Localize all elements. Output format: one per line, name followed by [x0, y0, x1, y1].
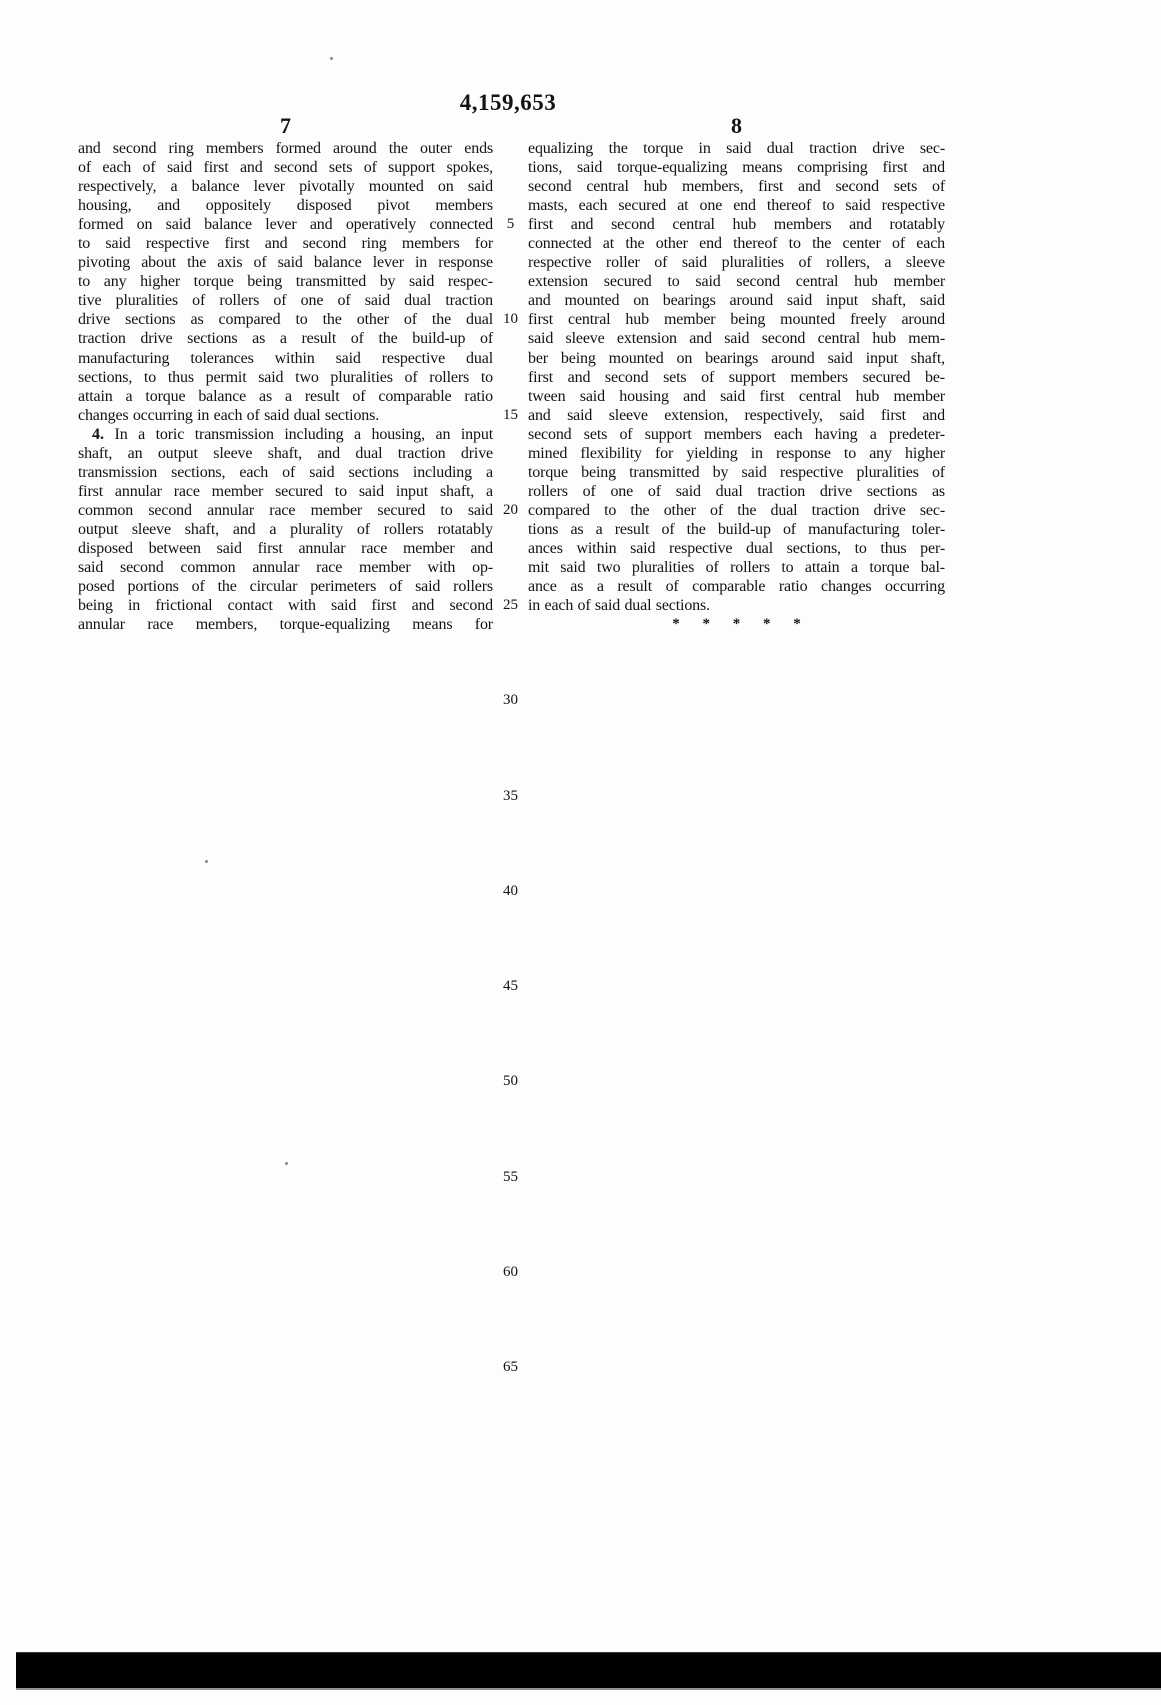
line-number-60: 60 [503, 1263, 518, 1280]
claim-text-line: traction drive sections as a result of the build-up of [78, 330, 493, 348]
line-number-25: 25 [503, 597, 518, 614]
claims-column-left [78, 139, 493, 634]
claim-text-line: first annular race member secured to said input shaft, a [78, 482, 493, 500]
claim-text-line: output sleeve shaft, and a plurality of rollers rotatably [78, 520, 493, 538]
claim-text-line: ber being mounted on bearings around said input shaft, [528, 349, 945, 367]
scan-speck [285, 1162, 288, 1165]
claim-text-line: tween said housing and said first central hub member [528, 387, 945, 405]
claim-text-line: torque being transmitted by said respective pluralities of [528, 463, 945, 481]
claims-end-asterisks: * * * * * [672, 616, 801, 632]
claim-text-line: connected at the other end thereof to the center of each [528, 235, 945, 253]
claim-text-line: equalizing the torque in said dual traction drive sec- [528, 140, 945, 157]
column-number-right: 8 [731, 113, 742, 138]
claim-text-line: changes occurring in each of said dual sections. [78, 406, 380, 424]
line-number-50: 50 [503, 1073, 518, 1090]
scan-speck [330, 57, 333, 60]
claim-text-line: tions as a result of the build-up of manufacturing toler- [528, 520, 945, 538]
claims-column-right [528, 139, 945, 615]
claim-text-line: pivoting about the axis of said balance lever in response [78, 254, 493, 272]
scan-artifact-bottom-bar [16, 1652, 1161, 1688]
claim-text-line: and second ring members formed around the outer ends [78, 140, 493, 157]
claim-text-line: attain a torque balance as a result of comparable ratio [78, 387, 493, 405]
column-number-left: 7 [280, 113, 291, 138]
claim-text-line: said sleeve extension and said second central hub mem- [528, 330, 945, 348]
claim-text-line: to any higher torque being transmitted by said respec- [78, 273, 493, 291]
claim-text-line: first and second sets of support members secured be- [528, 368, 945, 386]
claim-text-line: and mounted on bearings around said input shaft, said [528, 292, 945, 310]
claim-text-line: compared to the other of the dual traction drive sec- [528, 501, 945, 519]
claim-text-line: first central hub member being mounted freely around [528, 311, 945, 329]
claim-text-line: and said sleeve extension, respectively, said first and [528, 406, 945, 424]
claim-text-line: mined flexibility for yielding in response to any higher [528, 444, 945, 462]
claim-text-line: said second common annular race member with op- [78, 559, 493, 577]
claim-text-line: of each of said first and second sets of support spokes, [78, 159, 493, 177]
claim-text-line: being in frictional contact with said first and second [78, 597, 493, 615]
claim-text-line: sections, to thus permit said two pluralities of rollers to [78, 368, 493, 386]
claim-text-line: ances within said respective dual sections, to thus per- [528, 539, 945, 557]
scan-speck [205, 860, 208, 863]
claim-text-line: posed portions of the circular perimeters of said rollers [78, 578, 493, 596]
claim-text-line: shaft, an output sleeve shaft, and dual traction drive [78, 444, 493, 462]
claim-text-line: extension secured to said second central hub member [528, 273, 945, 291]
claim-text-line: tions, said torque-equalizing means comprising first and [528, 159, 945, 177]
line-number-40: 40 [503, 882, 518, 899]
line-number-30: 30 [503, 692, 518, 709]
line-number-10: 10 [503, 311, 518, 328]
claim-text-line: respectively, a balance lever pivotally mounted on said [78, 178, 493, 196]
claim-text-line: transmission sections, each of said sections including a [78, 463, 493, 481]
claim-text-line: first and second central hub members and rotatably [528, 216, 945, 234]
claim-text-line: respective roller of said pluralities of rollers, a sleeve [528, 254, 945, 272]
line-number-55: 55 [503, 1168, 518, 1185]
line-number-65: 65 [503, 1359, 518, 1376]
patent-number: 4,159,653 [459, 90, 557, 115]
line-number-15: 15 [503, 406, 518, 423]
claim-text-line: tive pluralities of rollers of one of said dual traction [78, 292, 493, 310]
line-number-35: 35 [503, 787, 518, 804]
claim-text-line: in each of said dual sections. [528, 597, 710, 615]
claim-text-line: 4. In a toric transmission including a housing, an input [92, 425, 493, 443]
claim-text-line: annular race members, torque-equalizing means for [78, 616, 493, 634]
claim-text-line: disposed between said first annular race member and [78, 539, 493, 557]
claim-text-line: second sets of support members each having a predeter- [528, 425, 945, 443]
line-number-45: 45 [503, 978, 518, 995]
line-number-gutter [493, 139, 528, 1539]
claim-text-line: masts, each secured at one end thereof to said respective [528, 197, 945, 215]
claim-text-line: drive sections as compared to the other of the dual [78, 311, 493, 329]
claim-text-line: housing, and oppositely disposed pivot members [78, 197, 493, 215]
claim-text-line: ance as a result of comparable ratio changes occurring [528, 578, 945, 596]
claim-text-line: common second annular race member secured to said [78, 501, 493, 519]
claim-text-line: manufacturing tolerances within said respective dual [78, 349, 493, 367]
claim-text-line: formed on said balance lever and operatively connected [78, 216, 493, 234]
claim-text-line: mit said two pluralities of rollers to attain a torque bal- [528, 559, 945, 577]
line-number-5: 5 [506, 216, 515, 233]
claim-text-line: to said respective first and second ring members for [78, 235, 493, 253]
claim-text-line: rollers of one of said dual traction drive sections as [528, 482, 945, 500]
claim-text-line: second central hub members, first and second sets of [528, 178, 945, 196]
line-number-20: 20 [503, 501, 518, 518]
